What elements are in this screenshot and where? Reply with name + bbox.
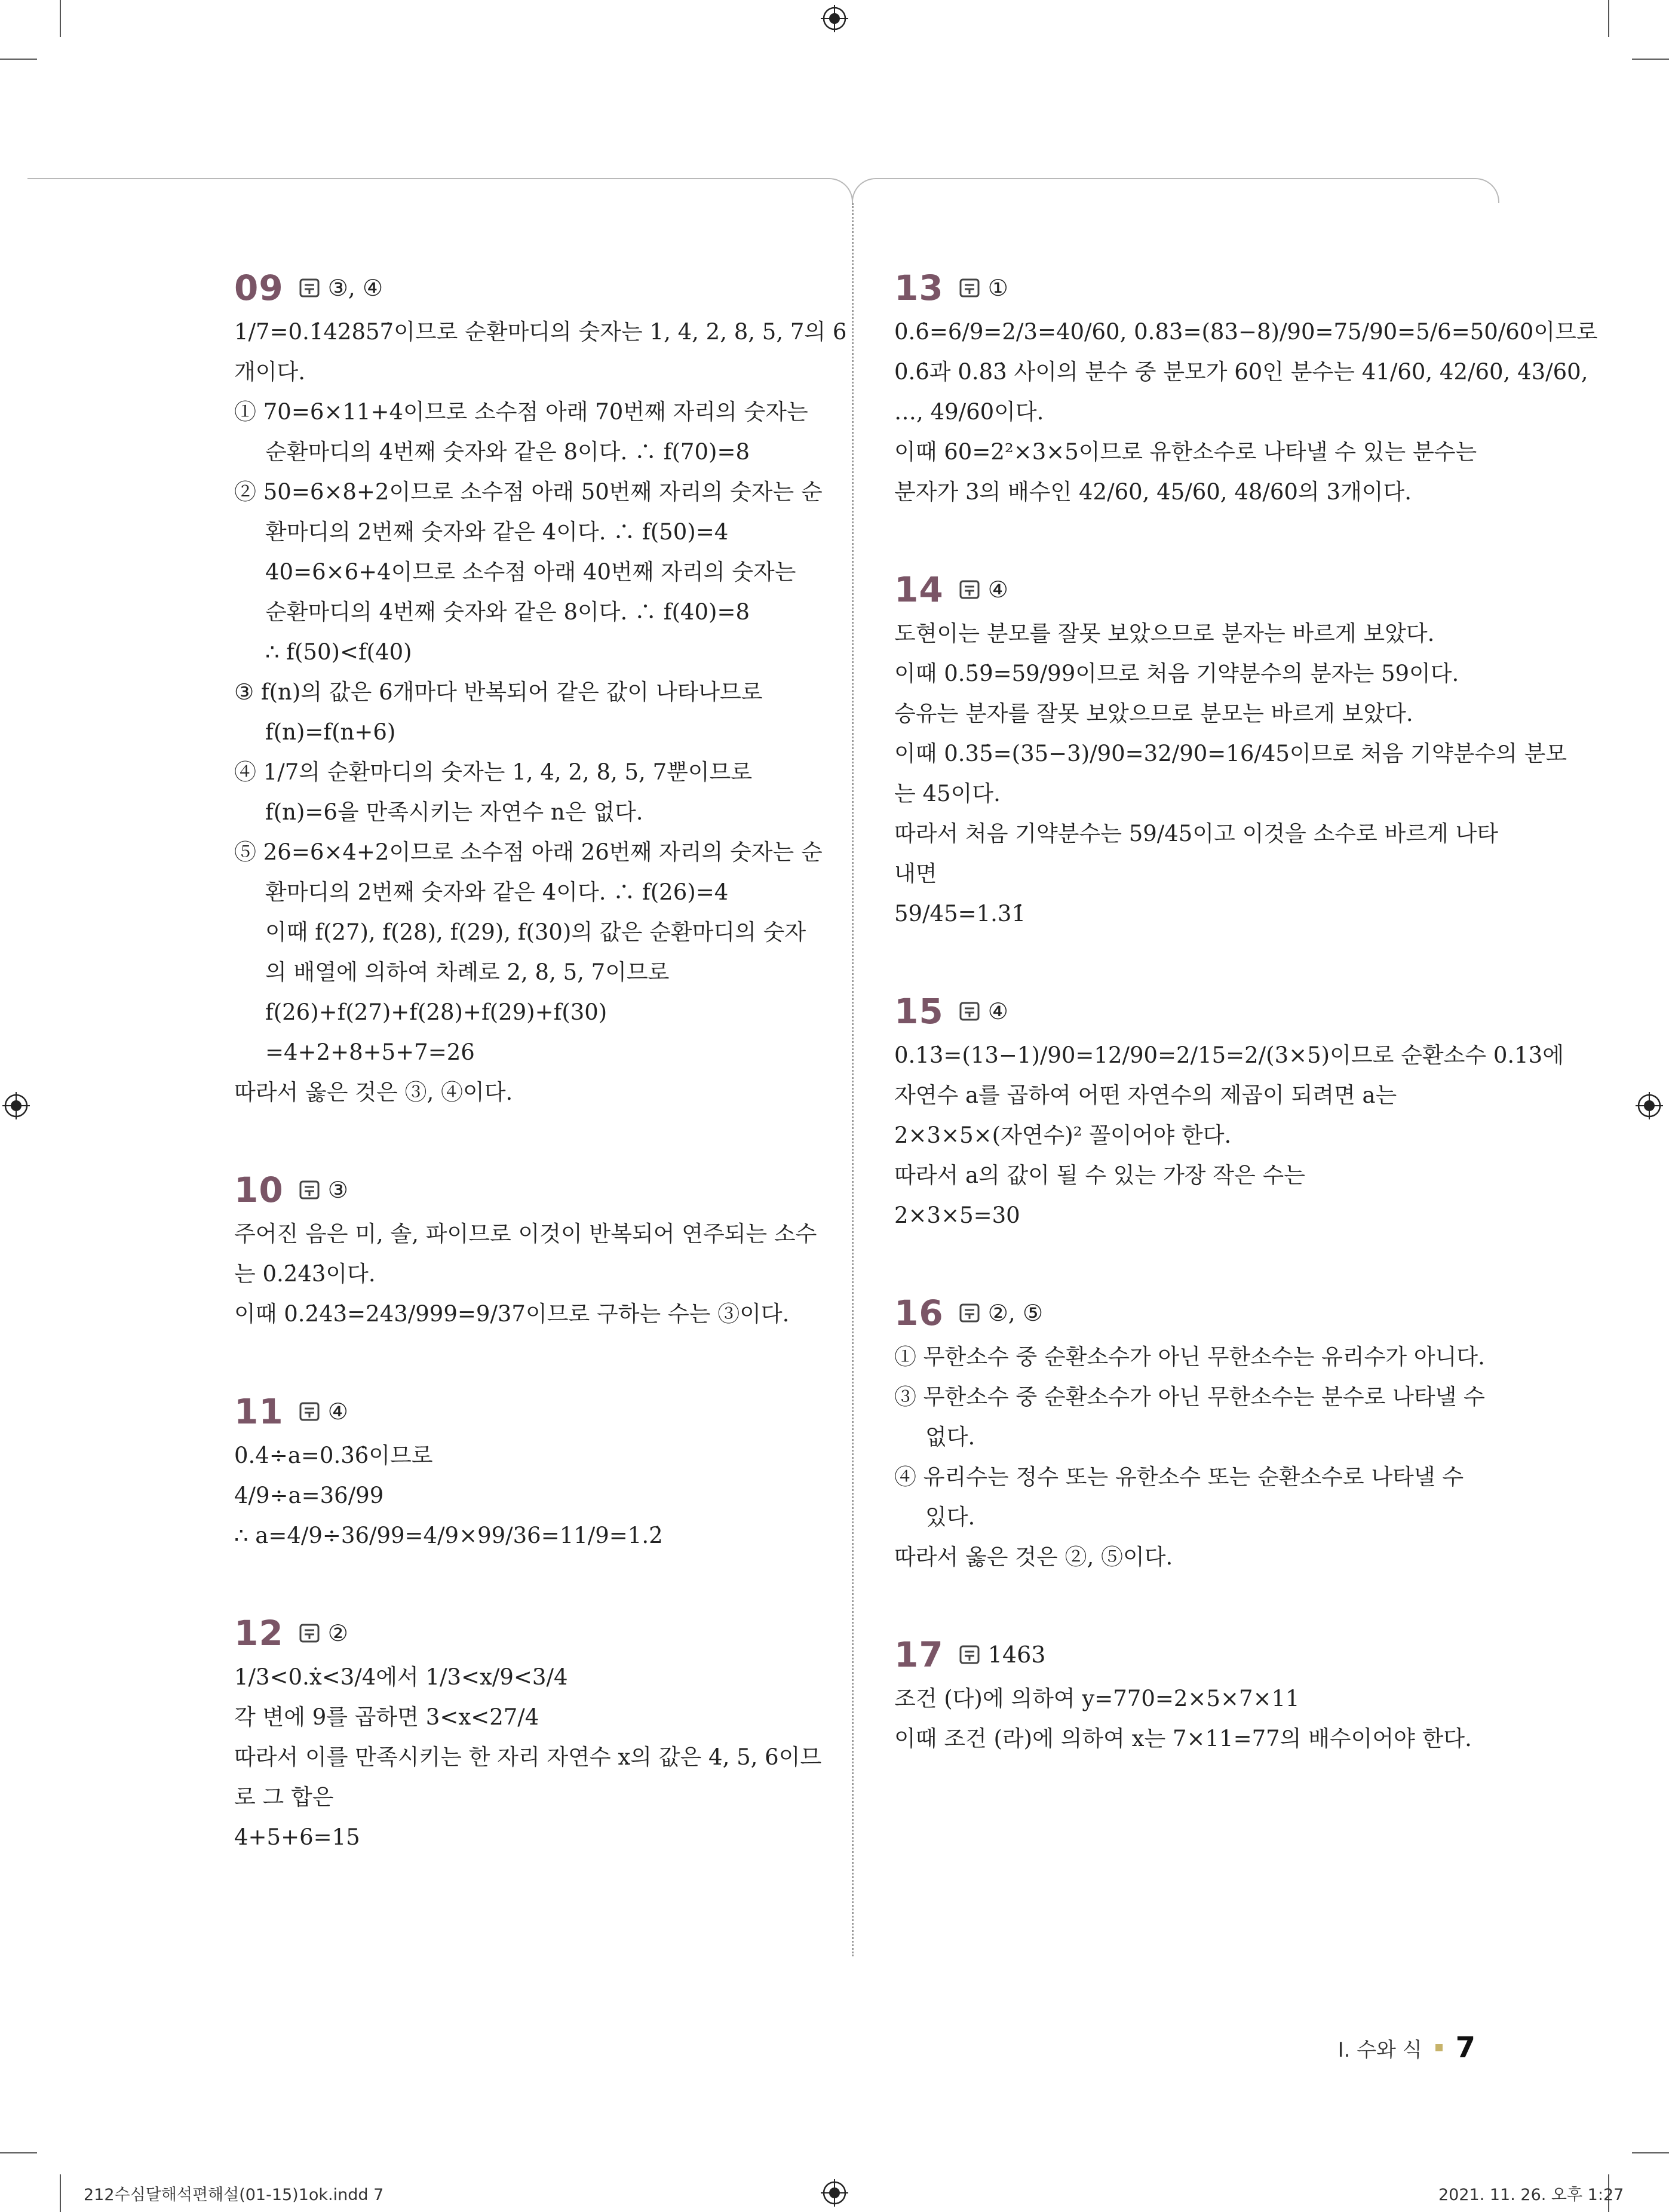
question-block bbox=[234, 1609, 820, 1857]
question-header bbox=[234, 1609, 820, 1657]
question-number: 09 bbox=[234, 267, 284, 308]
answer-value: ② bbox=[327, 1619, 348, 1646]
answer-value: ④ bbox=[987, 998, 1008, 1024]
column-divider bbox=[852, 203, 854, 1956]
answer-mark-icon bbox=[959, 278, 980, 297]
trim-mark bbox=[0, 59, 37, 60]
solution-line: …, 49/60이다. bbox=[894, 399, 1044, 425]
solution-line: 0.6̇과 0.83̇ 사이의 분수 중 분모가 60인 분수는 41/60, 42/60, 43/60, bbox=[894, 359, 1588, 385]
solution-line: ③ f(n)의 값은 6개마다 반복되어 같은 값이 나타나므로 bbox=[234, 679, 763, 705]
solution-line: 주어진 음은 미, 솔, 파이므로 이것이 반복되어 연주되는 소수 bbox=[234, 1221, 817, 1247]
question-number: 15 bbox=[894, 990, 944, 1032]
solution-line: 이때 60=2²×3×5이므로 유한소수로 나타낼 수 있는 분수는 bbox=[894, 439, 1477, 465]
question-number: 17 bbox=[894, 1634, 944, 1675]
solution-line: 40=6×6+4이므로 소수점 아래 40번째 자리의 숫자는 bbox=[265, 559, 796, 585]
solution-line: 0.6̇=6/9=2/3=40/60, 0.83̇=(83−8)/90=75/90=5/6=50/60이므로 bbox=[894, 319, 1598, 345]
solution-line: 의 배열에 의하여 차례로 2, 8, 5, 7이므로 bbox=[265, 959, 670, 985]
solution-line: 도현이는 분모를 잘못 보았으므로 분자는 바르게 보았다. bbox=[894, 621, 1435, 646]
solution-line: 2×3×5=30 bbox=[894, 1202, 1020, 1228]
square-bullet-icon bbox=[1435, 2044, 1443, 2051]
solution-line: 따라서 옳은 것은 ③, ④이다. bbox=[234, 1079, 513, 1105]
header-rule bbox=[27, 178, 853, 203]
answer-mark-icon bbox=[959, 1303, 980, 1323]
solution-line: 각 변에 9를 곱하면 3<x<27/4 bbox=[234, 1704, 539, 1730]
left-column bbox=[234, 264, 847, 1857]
solution-line: 59/45=1.31̇ bbox=[894, 901, 1026, 926]
solution-line: 이때 조건 (라)에 의하여 x는 7×11=77의 배수이어야 한다. bbox=[894, 1726, 1472, 1751]
answer-value: ②, ⑤ bbox=[987, 1299, 1044, 1326]
solution-line: 4+5+6=15 bbox=[234, 1824, 360, 1850]
answer-mark-icon bbox=[959, 580, 980, 599]
question-number: 10 bbox=[234, 1169, 284, 1210]
trim-mark bbox=[1632, 2152, 1669, 2153]
question-header bbox=[234, 1166, 820, 1214]
question-block bbox=[234, 1166, 820, 1334]
solution-line: 있다. bbox=[925, 1504, 975, 1530]
answer-value: ③ bbox=[327, 1176, 348, 1203]
solution-line: 는 45이다. bbox=[894, 781, 1001, 806]
solution-line: ④ 유리수는 정수 또는 유한소수 또는 순환소수로 나타낼 수 bbox=[894, 1464, 1464, 1490]
slug-filename: 212수심달해석편해설(01-15)1ok.indd 7 bbox=[84, 2186, 384, 2204]
solution-line: 승유는 분자를 잘못 보았으므로 분모는 바르게 보았다. bbox=[894, 701, 1413, 726]
solution-line: 따라서 a의 값이 될 수 있는 가장 작은 수는 bbox=[894, 1162, 1306, 1188]
solution-line: 순환마디의 4번째 숫자와 같은 8이다. ∴ f(40)=8 bbox=[265, 599, 750, 625]
answer-value: ④ bbox=[327, 1398, 348, 1425]
question-number: 16 bbox=[894, 1292, 944, 1333]
solution-line: f(n)=f(n+6) bbox=[265, 719, 396, 745]
question-number: 11 bbox=[234, 1391, 284, 1432]
solution-line: 1/3<0.ẋ<3/4에서 1/3<x/9<3/4 bbox=[234, 1664, 568, 1690]
solution-line: 는 0.2̇43̇이다. bbox=[234, 1261, 376, 1287]
solution-line: ① 70=6×11+4이므로 소수점 아래 70번째 자리의 숫자는 bbox=[234, 399, 808, 425]
question-header bbox=[894, 566, 1474, 613]
question-number: 13 bbox=[894, 267, 944, 308]
solution-line: 2×3×5×(자연수)² 꼴이어야 한다. bbox=[894, 1122, 1232, 1148]
trim-mark bbox=[60, 0, 61, 37]
solution-line: 자연수 a를 곱하여 어떤 자연수의 제곱이 되려면 a는 bbox=[894, 1082, 1397, 1108]
question-block bbox=[234, 264, 847, 1112]
answer-mark-icon bbox=[299, 1402, 320, 1421]
solution-line: 환마디의 2번째 숫자와 같은 4이다. ∴ f(50)=4 bbox=[265, 519, 729, 545]
solution-line: 따라서 처음 기약분수는 59/45이고 이것을 소수로 바르게 나타 bbox=[894, 821, 1499, 846]
question-number: 12 bbox=[234, 1612, 284, 1653]
solution-line: 이때 0.35̇=(35−3)/90=32/90=16/45이므로 처음 기약분수의 분모 bbox=[894, 741, 1567, 766]
solution-line: f(n)=6을 만족시키는 자연수 n은 없다. bbox=[265, 799, 643, 825]
solution-line: ④ 1/7의 순환마디의 숫자는 1, 4, 2, 8, 5, 7뿐이므로 bbox=[234, 759, 753, 785]
answer-value: ③, ④ bbox=[327, 274, 383, 301]
question-header bbox=[894, 1289, 1474, 1337]
right-column bbox=[894, 264, 1598, 1759]
solution-line: 환마디의 2번째 숫자와 같은 4이다. ∴ f(26)=4 bbox=[265, 879, 729, 905]
answer-mark-icon bbox=[959, 1645, 980, 1664]
question-block bbox=[894, 1631, 1474, 1759]
solution-line: ∴ f(50)<f(40) bbox=[265, 639, 412, 665]
slug-date: 2021. 11. 26. 오후 1:27 bbox=[1438, 2186, 1624, 2204]
solution-line: 개이다. bbox=[234, 359, 305, 385]
solution-line: 내면 bbox=[894, 861, 937, 886]
page-number: 7 bbox=[1455, 2031, 1475, 2064]
answer-mark-icon bbox=[299, 1180, 320, 1199]
question-block bbox=[894, 566, 1567, 934]
question-block bbox=[894, 264, 1598, 512]
trim-mark bbox=[0, 2152, 37, 2153]
registration-mark-icon bbox=[821, 5, 848, 32]
question-header bbox=[894, 1631, 1474, 1679]
question-header bbox=[894, 987, 1474, 1035]
answer-mark-icon bbox=[959, 1002, 980, 1021]
solution-line: =4+2+8+5+7=26 bbox=[265, 1039, 475, 1065]
header-rule bbox=[852, 178, 1499, 203]
solution-line: 이때 0.2̇43̇=243/999=9/37이므로 구하는 수는 ③이다. bbox=[234, 1301, 790, 1327]
answer-value: 1463 bbox=[987, 1641, 1046, 1668]
solution-line: 없다. bbox=[925, 1424, 975, 1450]
solution-line: 이때 f(27), f(28), f(29), f(30)의 값은 순환마디의 숫자 bbox=[265, 919, 806, 945]
solution-line: ③ 무한소수 중 순환소수가 아닌 무한소수는 분수로 나타낼 수 bbox=[894, 1384, 1485, 1410]
solution-line: 분자가 3의 배수인 42/60, 45/60, 48/60의 3개이다. bbox=[894, 479, 1412, 505]
registration-mark-icon bbox=[821, 2179, 848, 2207]
question-block bbox=[894, 1289, 1485, 1577]
trim-mark bbox=[60, 2174, 61, 2212]
solution-line: 1/7=0.1̇42857̇이므로 순환마디의 숫자는 1, 4, 2, 8, 5, 7의 6 bbox=[234, 319, 847, 345]
solution-line: f(26)+f(27)+f(28)+f(29)+f(30) bbox=[265, 999, 608, 1025]
answer-mark-icon bbox=[299, 1624, 320, 1643]
solution-line: 조건 (다)에 의하여 y=770=2×5×7×11 bbox=[894, 1686, 1300, 1711]
question-number: 14 bbox=[894, 569, 944, 610]
trim-mark bbox=[1608, 0, 1609, 37]
solution-line: 로 그 합은 bbox=[234, 1784, 334, 1810]
answer-mark-icon bbox=[299, 278, 320, 297]
registration-mark-icon bbox=[2, 1092, 30, 1119]
answer-value: ① bbox=[987, 274, 1008, 301]
solution-line: 0.4̇÷a=0.3̇6̇이므로 bbox=[234, 1443, 433, 1468]
question-header bbox=[234, 264, 820, 312]
answer-value: ④ bbox=[987, 576, 1008, 603]
solution-line: ⑤ 26=6×4+2이므로 소수점 아래 26번째 자리의 숫자는 순 bbox=[234, 839, 823, 865]
solution-line: 0.13̇=(13−1)/90=12/90=2/15=2/(3×5)이므로 순환소수 0.13̇에 bbox=[894, 1042, 1564, 1068]
solution-line: ∴ a=4/9÷36/99=4/9×99/36=11/9=1.2̇ bbox=[234, 1523, 663, 1548]
question-header bbox=[894, 264, 1474, 312]
trim-mark bbox=[1632, 59, 1669, 60]
section-title: I. 수와 식 bbox=[1337, 2038, 1422, 2062]
solution-line: 따라서 이를 만족시키는 한 자리 자연수 x의 값은 4, 5, 6이므 bbox=[234, 1744, 822, 1770]
solution-line: ① 무한소수 중 순환소수가 아닌 무한소수는 유리수가 아니다. bbox=[894, 1344, 1485, 1370]
solution-line: 이때 0.5̇9̇=59/99이므로 처음 기약분수의 분자는 59이다. bbox=[894, 661, 1459, 686]
question-block bbox=[894, 987, 1564, 1235]
question-block bbox=[234, 1388, 820, 1556]
page-footer bbox=[1314, 2030, 1475, 2066]
solution-line: 따라서 옳은 것은 ②, ⑤이다. bbox=[894, 1544, 1173, 1570]
solution-line: ② 50=6×8+2이므로 소수점 아래 50번째 자리의 숫자는 순 bbox=[234, 479, 823, 505]
registration-mark-icon bbox=[1636, 1092, 1663, 1119]
solution-line: 순환마디의 4번째 숫자와 같은 8이다. ∴ f(70)=8 bbox=[265, 439, 750, 465]
question-header bbox=[234, 1388, 820, 1435]
solution-line: 4/9÷a=36/99 bbox=[234, 1483, 384, 1508]
